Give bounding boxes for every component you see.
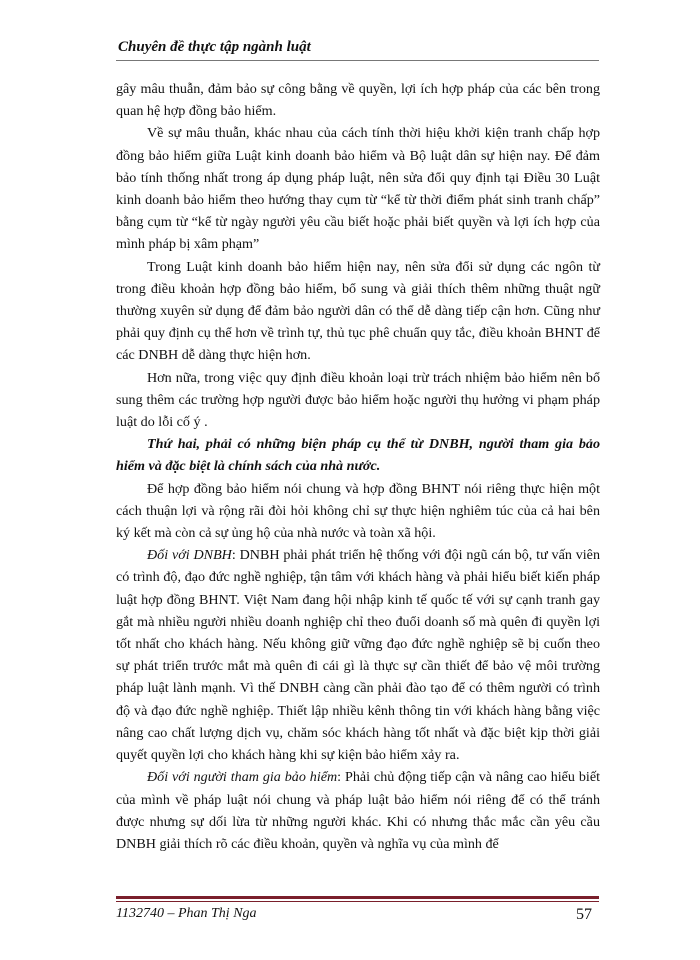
header-divider: [116, 60, 599, 61]
page-header-title: Chuyên đề thực tập ngành luật: [118, 39, 311, 55]
footer-divider-thick: [116, 896, 599, 899]
paragraph: Về sự mâu thuẫn, khác nhau của cách tính thời hiệu khởi kiện tranh chấp hợp đồng bảo hiểm giữa Luật kinh doanh bảo hiểm và Bộ luật dân sự hiện nay. Để đảm bảo tính thống nhất trong áp dụng pháp luật, nên sửa đổi quy định tại Điều 30 Luật kinh doanh bảo hiểm theo hướng thay cụm từ “kể từ thời điểm phát sinh tranh chấp” bằng cụm từ “kể từ ngày người yêu cầu biết hoặc phải biết quyền và lợi ích hợp của mình pháp bị xâm phạm”: [116, 125, 600, 253]
paragraph: Để hợp đồng bảo hiểm nói chung và hợp đồng BHNT nói riêng thực hiện một cách thuận lợi và rộng rãi đòi hỏi không chỉ sự thực hiện nghiêm túc của cả hai bên ký kết mà còn cả sự ủng hộ của nhà nước và toàn xã hội.: [116, 480, 600, 542]
section-heading: Thứ hai, phải có những biện pháp cụ thể từ DNBH, người tham gia bảo hiểm và đặc biệt là chính sách của nhà nước.: [116, 436, 600, 475]
paragraph: [116, 766, 600, 855]
paragraph: Trong Luật kinh doanh bảo hiểm hiện nay, nên sửa đổi sử dụng các ngôn từ trong điều khoản hợp đồng bảo hiểm, bổ sung và giải thích thêm những thuật ngữ thường xuyên sử dụng để đảm bảo người dân có thể dễ dàng tiếp cận hơn. Cũng như phải quy định cụ thể hơn về trình tự, thủ tục phê chuẩn quy tắc, điều khoản BHNT để các DNBH dễ dàng thực hiện hơn.: [116, 258, 600, 364]
page-number: 57: [576, 906, 592, 923]
document-body: [116, 78, 600, 855]
paragraph-lead: Đối với người tham gia bảo hiểm: [147, 769, 338, 786]
paragraph: [116, 544, 600, 766]
footer-author: 1132740 – Phan Thị Nga: [116, 906, 257, 921]
paragraph-text: : DNBH phải phát triển hệ thống với đội ngũ cán bộ, tư vấn viên có trình độ, đạo đức nghề nghiệp, tận tâm với khách hàng và phải hiểu biết kiến pháp luật hợp đồng BHNT. Việt Nam đang hội nhập kinh tế quốc tế với sự cạnh tranh gay gắt mà nhiều người nhiều doanh nghiệp chỉ theo đuổi doanh số mà quên đi quyền lợi tốt nhất cho khách hàng. Nếu không giữ vững đạo đức nghề nghiệp sẽ bị cuốn theo sự phát triển trước mắt mà quên đi cái gì là thực sự cần thiết để bảo vệ môi trường pháp luật lành mạnh. Vì thế DNBH càng cần phải đào tạo để có thêm người có trình độ và đạo đức nghề nghiệp. Thiết lập nhiều kênh thông tin với khách hàng bằng việc nâng cao chất lượng dịch vụ, chăm sóc khách hàng tốt nhất và đặc biệt kịp thời giải quyết quyền lợi cho khách hàng khi sự kiện bảo hiểm xảy ra.: [116, 547, 600, 764]
paragraph-text: : Phải chủ động tiếp cận và nâng cao hiểu biết của mình về pháp luật nói chung và pháp luật bảo hiểm nói riêng để có thể tránh được nhưng sự dối lừa từ những người khác. Khi có nhưng thắc mắc cần yêu cầu DNBH giải thích rõ các điều khoản, quyền và nghĩa vụ của mình để: [116, 769, 600, 852]
paragraph: Hơn nữa, trong việc quy định điều khoản loại trừ trách nhiệm bảo hiểm nên bổ sung thêm các trường hợp người được bảo hiểm hoặc người thụ hưởng vi phạm pháp luật do lỗi cố ý .: [116, 369, 600, 431]
paragraph-lead: Đối với DNBH: [147, 547, 232, 564]
paragraph: gây mâu thuẫn, đảm bảo sự công bằng về quyền, lợi ích hợp pháp của các bên trong quan hệ hợp đồng bảo hiểm.: [116, 81, 600, 120]
footer-divider-thin: [116, 901, 599, 902]
